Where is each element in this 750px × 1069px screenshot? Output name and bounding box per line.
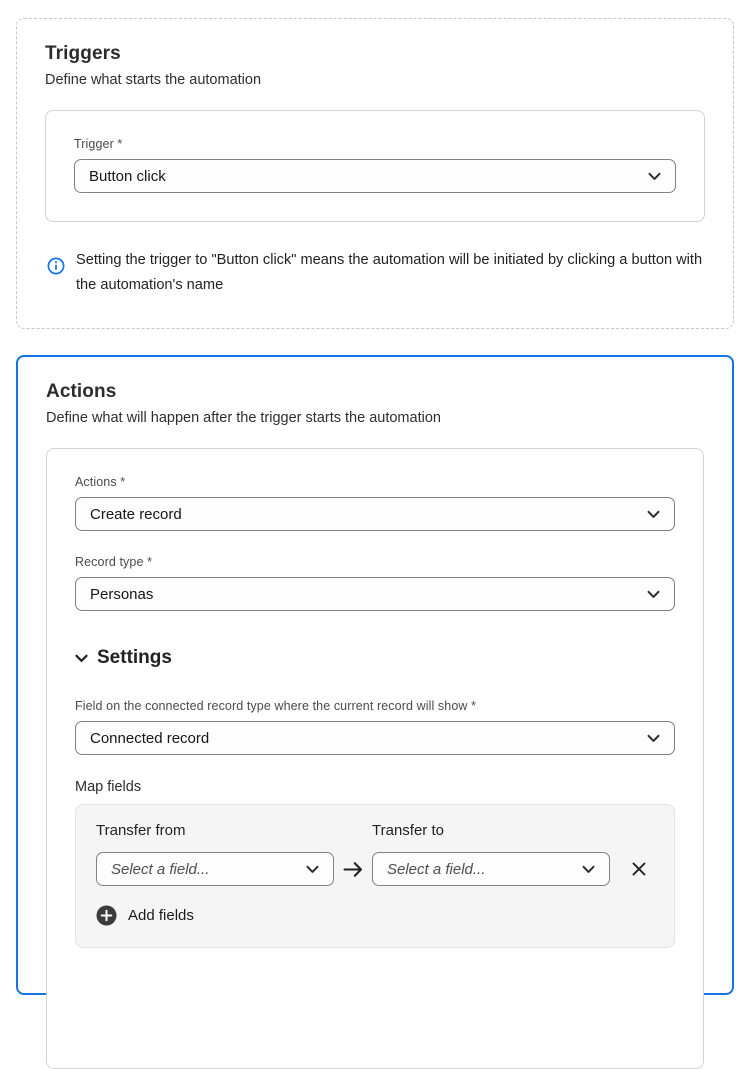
actions-select[interactable] (75, 497, 675, 531)
map-fields-box (75, 804, 675, 948)
transfer-to-column (372, 822, 610, 886)
record-type-field-group (75, 555, 675, 611)
connected-record-select-value: Connected record (90, 729, 210, 747)
actions-section-subtitle: Define what will happen after the trigger starts the automation (46, 410, 441, 427)
arrow-right-icon (334, 852, 372, 886)
record-type-select-value: Personas (90, 585, 154, 603)
transfer-to-label: Transfer to (372, 822, 444, 840)
actions-field-card (46, 448, 704, 1069)
add-fields-label: Add fields (128, 907, 194, 925)
trigger-info-note (45, 248, 705, 298)
triggers-section (16, 18, 734, 329)
connected-record-field-label: Field on the connected record type where the current record will show * (75, 699, 477, 714)
actions-field-group (75, 475, 675, 531)
settings-title: Settings (97, 647, 172, 669)
remove-mapping-button[interactable] (624, 852, 654, 886)
transfer-to-select[interactable] (372, 852, 610, 886)
transfer-to-select-placeholder: Select a field... (387, 860, 486, 878)
trigger-field-card (45, 110, 705, 222)
trigger-select-value: Button click (89, 167, 166, 185)
settings-toggle[interactable] (75, 647, 172, 669)
actions-field-label: Actions * (75, 475, 126, 490)
transfer-from-label: Transfer from (96, 822, 186, 840)
connected-record-select[interactable] (75, 721, 675, 755)
actions-section (16, 355, 734, 995)
add-fields-button[interactable] (96, 905, 194, 926)
chevron-down-icon (306, 865, 319, 874)
actions-section-title: Actions (46, 381, 117, 403)
plus-circle-icon (96, 905, 117, 926)
connected-record-field-group (75, 699, 675, 755)
triggers-section-title: Triggers (45, 43, 121, 64)
actions-select-value: Create record (90, 505, 182, 523)
chevron-down-icon (648, 172, 661, 181)
map-fields-row (96, 822, 654, 886)
chevron-down-icon (647, 510, 660, 519)
transfer-from-select-placeholder: Select a field... (111, 860, 210, 878)
transfer-from-column (96, 822, 334, 886)
chevron-down-icon (647, 590, 660, 599)
trigger-field-label: Trigger * (74, 137, 123, 151)
record-type-field-label: Record type * (75, 555, 153, 570)
settings-body (75, 699, 675, 948)
info-icon (47, 257, 65, 280)
transfer-from-select[interactable] (96, 852, 334, 886)
triggers-section-subtitle: Define what starts the automation (45, 72, 262, 88)
trigger-select[interactable] (74, 159, 676, 193)
trigger-field-group (74, 137, 676, 193)
chevron-down-icon (75, 654, 88, 663)
chevron-down-icon (647, 734, 660, 743)
record-type-select[interactable] (75, 577, 675, 611)
map-fields-label: Map fields (75, 779, 142, 796)
trigger-info-text: Setting the trigger to "Button click" means the automation will be initiated by clicking a button with the automation's name (76, 252, 703, 294)
chevron-down-icon (582, 865, 595, 874)
